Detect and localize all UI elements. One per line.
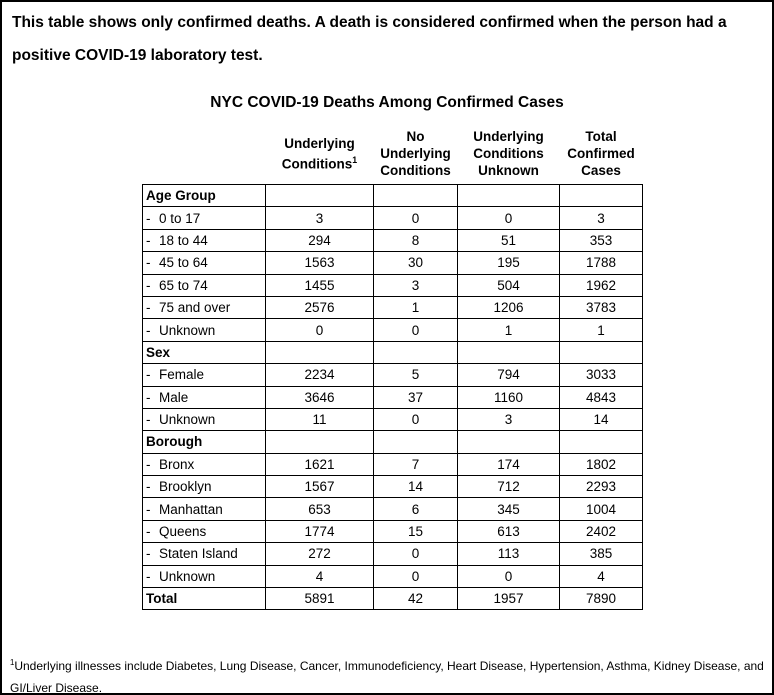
table-title: NYC COVID-19 Deaths Among Confirmed Cases (210, 94, 564, 111)
value-cell: 794 (458, 364, 560, 386)
section-header-row (143, 341, 643, 363)
value-cell: 6 (374, 498, 458, 520)
table-header (143, 127, 643, 185)
value-cell: 5 (374, 364, 458, 386)
table-row (143, 453, 643, 475)
covid-deaths-table (142, 127, 643, 610)
row-dash: - (146, 210, 151, 226)
row-label-cell (143, 543, 266, 565)
value-cell: 1957 (458, 588, 560, 610)
row-dash: - (146, 322, 151, 338)
value-cell: 0 (458, 207, 560, 229)
table-body (143, 185, 643, 610)
value-cell: 3 (266, 207, 374, 229)
value-cell: 8 (374, 229, 458, 251)
value-cell: 11 (266, 408, 374, 430)
section-header-cell: Borough (143, 431, 266, 453)
empty-cell (458, 341, 560, 363)
total-label-cell: Total (143, 588, 266, 610)
value-cell: 7890 (560, 588, 643, 610)
table-row (143, 386, 643, 408)
row-label-cell (143, 207, 266, 229)
column-header: Underlying Conditions Unknown (473, 129, 544, 178)
row-dash: - (146, 546, 151, 562)
value-cell: 1160 (458, 386, 560, 408)
table-row (143, 207, 643, 229)
row-dash: - (146, 389, 151, 405)
value-cell: 1455 (266, 274, 374, 296)
row-label-cell (143, 229, 266, 251)
table-row (143, 229, 643, 251)
value-cell: 42 (374, 588, 458, 610)
value-cell: 1563 (266, 252, 374, 274)
value-cell: 3646 (266, 386, 374, 408)
footnote-text-1: Underlying illnesses include Diabetes, Lung Disease, Cancer, Immunodeficiency, Heart Disease, Hypertension, Asthma, Kidney Disease, and (14, 659, 764, 673)
table-row (143, 588, 643, 610)
value-cell: 0 (374, 543, 458, 565)
row-label-cell (143, 408, 266, 430)
header-empty-cell (143, 127, 266, 185)
value-cell: 353 (560, 229, 643, 251)
row-dash: - (146, 277, 151, 293)
value-cell: 504 (458, 274, 560, 296)
table-row (143, 319, 643, 341)
row-dash: - (146, 367, 151, 383)
empty-cell (374, 185, 458, 207)
value-cell: 3 (458, 408, 560, 430)
value-cell: 345 (458, 498, 560, 520)
value-cell: 1567 (266, 476, 374, 498)
value-cell: 1621 (266, 453, 374, 475)
row-label-cell (143, 498, 266, 520)
row-label: Unknown (159, 568, 216, 584)
row-label: 18 to 44 (159, 232, 208, 248)
row-label: Manhattan (159, 501, 223, 517)
row-dash: - (146, 524, 151, 540)
section-header-cell: Sex (143, 341, 266, 363)
value-cell: 613 (458, 520, 560, 542)
value-cell: 385 (560, 543, 643, 565)
table-row (143, 543, 643, 565)
value-cell: 2234 (266, 364, 374, 386)
value-cell: 272 (266, 543, 374, 565)
table-row (143, 408, 643, 430)
row-dash: - (146, 568, 151, 584)
value-cell: 1788 (560, 252, 643, 274)
row-label: 45 to 64 (159, 255, 208, 271)
row-label: Female (159, 367, 205, 383)
intro-text (12, 6, 760, 72)
value-cell: 1 (374, 296, 458, 318)
row-label: 0 to 17 (159, 210, 201, 226)
value-cell: 4843 (560, 386, 643, 408)
row-label: Staten Island (159, 546, 238, 562)
row-label-cell (143, 364, 266, 386)
value-cell: 294 (266, 229, 374, 251)
empty-cell (458, 185, 560, 207)
footnote-marker: 1 (10, 658, 15, 667)
section-header-row (143, 431, 643, 453)
row-label: Unknown (159, 322, 216, 338)
table-row (143, 274, 643, 296)
value-cell: 1962 (560, 274, 643, 296)
empty-cell (374, 341, 458, 363)
row-label-cell (143, 296, 266, 318)
value-cell: 113 (458, 543, 560, 565)
table-row (143, 565, 643, 587)
row-label: 75 and over (159, 300, 231, 316)
value-cell: 7 (374, 453, 458, 475)
value-cell: 1 (458, 319, 560, 341)
row-label: 65 to 74 (159, 277, 208, 293)
value-cell: 0 (374, 207, 458, 229)
value-cell: 0 (374, 319, 458, 341)
section-header-cell: Age Group (143, 185, 266, 207)
value-cell: 2576 (266, 296, 374, 318)
value-cell: 174 (458, 453, 560, 475)
value-cell: 5891 (266, 588, 374, 610)
table-row (143, 498, 643, 520)
footnote (10, 652, 770, 695)
row-dash: - (146, 479, 151, 495)
footnote-line-1 (10, 652, 770, 677)
intro-line-1: This table shows only confirmed deaths. A death is considered confirmed when the person had a (12, 14, 727, 31)
row-label-cell (143, 319, 266, 341)
value-cell: 0 (458, 565, 560, 587)
value-cell: 712 (458, 476, 560, 498)
value-cell: 1206 (458, 296, 560, 318)
section-header-row (143, 185, 643, 207)
value-cell: 15 (374, 520, 458, 542)
empty-cell (560, 185, 643, 207)
empty-cell (560, 341, 643, 363)
row-label: Unknown (159, 412, 216, 428)
empty-cell (560, 431, 643, 453)
row-dash: - (146, 232, 151, 248)
value-cell: 51 (458, 229, 560, 251)
empty-cell (266, 431, 374, 453)
row-label-cell (143, 476, 266, 498)
row-label-cell (143, 386, 266, 408)
table-row (143, 252, 643, 274)
row-label: Queens (159, 524, 207, 540)
column-header: Underlying Conditions$^1$ (281, 135, 358, 172)
table-row (143, 476, 643, 498)
value-cell: 2293 (560, 476, 643, 498)
row-label-cell (143, 274, 266, 296)
value-cell: 3 (374, 274, 458, 296)
row-label: Brooklyn (159, 479, 212, 495)
value-cell: 0 (374, 408, 458, 430)
value-cell: 30 (374, 252, 458, 274)
column-header: Total Confirmed Cases (567, 129, 635, 178)
value-cell: 195 (458, 252, 560, 274)
footnote-line-2: GI/Liver Disease. (10, 681, 103, 695)
row-label-cell (143, 453, 266, 475)
row-dash: - (146, 255, 151, 271)
value-cell: 4 (266, 565, 374, 587)
value-cell: 14 (374, 476, 458, 498)
table-row (143, 364, 643, 386)
value-cell: 3783 (560, 296, 643, 318)
row-dash: - (146, 456, 151, 472)
row-label: Bronx (159, 456, 195, 472)
empty-cell (458, 431, 560, 453)
column-footnote-marker: 1 (352, 154, 358, 165)
row-label-cell (143, 565, 266, 587)
value-cell: 14 (560, 408, 643, 430)
table-row (143, 520, 643, 542)
value-cell: 2402 (560, 520, 643, 542)
value-cell: 3033 (560, 364, 643, 386)
row-label: Male (159, 389, 189, 405)
value-cell: 4 (560, 565, 643, 587)
value-cell: 37 (374, 386, 458, 408)
header-row (143, 127, 643, 185)
value-cell: 1 (560, 319, 643, 341)
value-cell: 1004 (560, 498, 643, 520)
column-header: No Underlying Conditions (380, 129, 451, 178)
value-cell: 0 (266, 319, 374, 341)
row-dash: - (146, 501, 151, 517)
row-label-cell (143, 520, 266, 542)
table-row (143, 296, 643, 318)
empty-cell (266, 341, 374, 363)
empty-cell (266, 185, 374, 207)
value-cell: 1774 (266, 520, 374, 542)
value-cell: 653 (266, 498, 374, 520)
intro-line-2: positive COVID-19 laboratory test. (12, 47, 263, 64)
value-cell: 3 (560, 207, 643, 229)
row-label-cell (143, 252, 266, 274)
value-cell: 1802 (560, 453, 643, 475)
row-dash: - (146, 412, 151, 428)
empty-cell (374, 431, 458, 453)
value-cell: 0 (374, 565, 458, 587)
row-dash: - (146, 300, 151, 316)
